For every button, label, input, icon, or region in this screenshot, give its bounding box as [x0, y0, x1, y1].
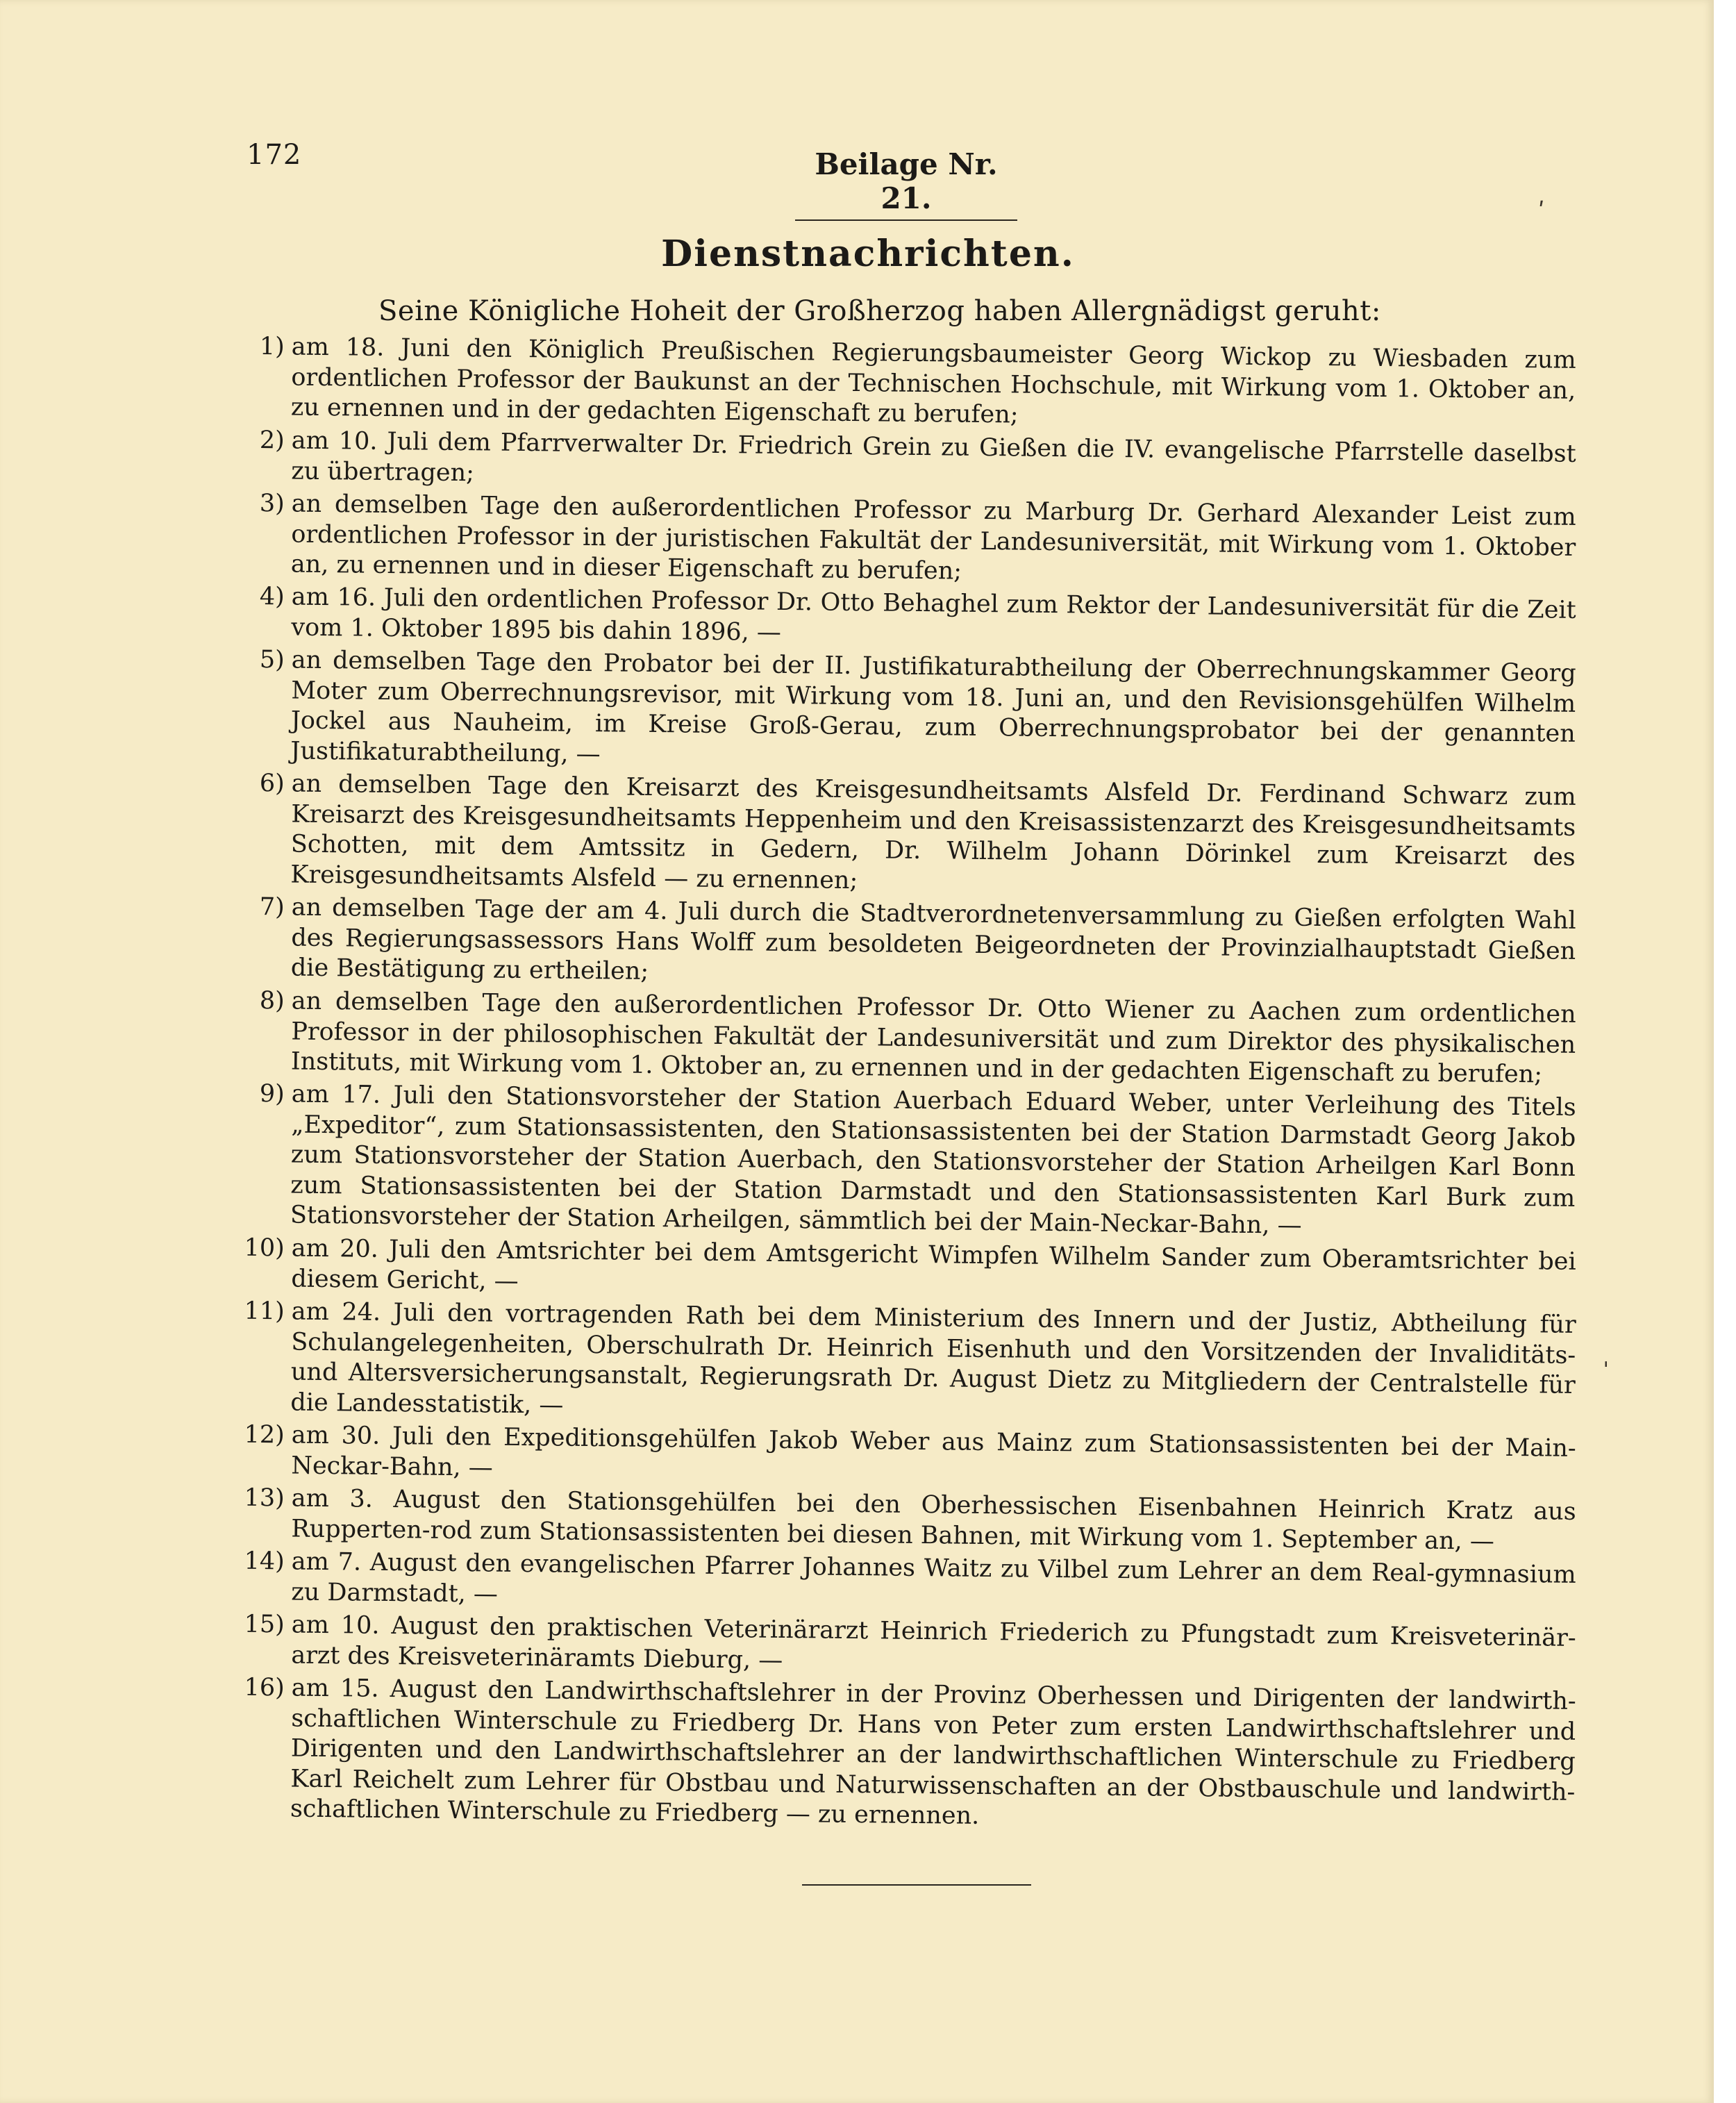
entry-text: an demselben Tage den Kreisarzt des Kreisgesundheitsamts Alsfeld Dr. Ferdinand Schwarz zum Kreisarzt des Kreisgesundheitsamts Heppenheim und den Kreisassistenzarzt des Kreisgesundheitsamts Schotten, mit dem Amtssitz in Gedern, Dr. Wilhelm Johann Dörinkel zum Kreisarzt des Kreisgesundheitsamts Alsfeld — zu ernennen; — [290, 770, 1576, 895]
intro-text: Seine Königliche Hoheit der Großherzog haben Allergnädigst geruht: — [378, 295, 1381, 327]
entry-number: 10) — [244, 1233, 285, 1262]
list-item — [256, 489, 1576, 593]
list-item — [244, 1547, 1576, 1621]
list-item — [256, 986, 1576, 1090]
page-number: 172 — [247, 139, 302, 171]
entry-text: am 10. Juli dem Pfarrverwalter Dr. Friedrich Grein zu Gießen die IV. evangelische Pfarrstelle daselbst zu übertragen; — [291, 426, 1576, 487]
page-title: Dienstnachrichten. — [661, 233, 1075, 275]
entry-number: 7) — [259, 893, 285, 922]
margin-mark-icon: ˈ — [1603, 1358, 1610, 1386]
entry-text: an demselben Tage den außerordentlichen Professor Dr. Otto Wiener zu Aachen zum ordentlichen Professor in der philosophischen Fakultät der Landesuniversität und zum Direktor des physikalischen Instituts, mit Wirkung vom 1. Oktober an, zu ernennen und in der gedachten Eigenschaft zu berufen; — [290, 987, 1576, 1088]
list-item — [256, 645, 1576, 780]
entry-text: am 16. Juli den ordentlichen Professor Dr. Otto Behaghel zum Rektor der Landesuniversität für die Zeit vom 1. Oktober 1895 bis dahin 1896, — — [291, 583, 1576, 647]
entry-text: am 10. August den praktischen Veterinärarzt Heinrich Friederich zu Pfungstadt zum Kreisveterinär-arzt des Kreisveterinäramts Dieburg, — — [291, 1611, 1576, 1674]
entry-text: an demselben Tage den Probator bei der II. Justifikaturabtheilung der Oberrechnungskammer Georg Moter zum Oberrechnungsrevisor, mit Wirkung vom 18. Juni an, und den Revisionsgehülfen Wilhelm Jockel aus Nauheim, im Kreise Groß-Gerau, zum Oberrechnungsprobator bei der genannten Justifikaturabtheilung, — — [290, 646, 1576, 768]
list-item — [244, 1483, 1576, 1558]
entry-text: am 3. August den Stationsgehülfen bei den Oberhessischen Eisenbahnen Heinrich Kratz aus Rupperten-rod zum Stationsassistenten bei diesen Bahnen, mit Wirkung vom 1. September an, — — [291, 1484, 1576, 1555]
entry-text: am 7. August den evangelischen Pfarrer Johannes Waitz zu Vilbel zum Lehrer an dem Real-gymnasium zu Darmstadt, — — [291, 1547, 1576, 1608]
list-item — [256, 1079, 1576, 1244]
entry-number: 11) — [244, 1297, 285, 1325]
list-item — [244, 1610, 1576, 1684]
entry-number: 8) — [259, 986, 285, 1015]
entry-number: 6) — [259, 770, 285, 798]
list-item — [256, 892, 1576, 997]
list-item — [256, 332, 1576, 436]
entry-text: am 17. Juli den Stationsvorsteher der Station Auerbach Eduard Weber, unter Verleihung des Titels „Expeditor“, zum Stationsassistenten, den Stationsassistenten bei der Station Darmstadt Georg Jakob zum Stationsvorsteher der Station Auerbach, den Stationsvorsteher der Station Arheilgen Karl Bonn zum Stationsassistenten bei der Station Darmstadt und den Stationsassistenten Karl Burk zum Stationsvorsteher der Station Arheilgen, sämmtlich bei der Main-Neckar-Bahn, — — [290, 1080, 1576, 1240]
entry-text: an demselben Tage den außerordentlichen Professor zu Marburg Dr. Gerhard Alexander Leist zum ordentlichen Professor in der juristischen Fakultät der Landesuniversität, mit Wirkung vom 1. Oktober an, zu ernennen und in dieser Eigenschaft zu berufen; — [290, 490, 1576, 585]
entry-number: 15) — [244, 1610, 285, 1638]
entry-number: 12) — [244, 1420, 285, 1449]
list-item — [256, 769, 1576, 904]
list-item — [256, 426, 1576, 500]
entry-number: 9) — [259, 1080, 285, 1108]
entry-number: 1) — [259, 333, 285, 361]
list-item — [244, 1420, 1576, 1495]
entry-text: am 24. Juli den vortragenden Rath bei dem Ministerium des Innern und der Justiz, Abtheilung für Schulangelegenheiten, Oberschulrath Dr. Heinrich Eisenhuth und den Vorsitzenden der Invaliditäts- und Altersversicherungsanstalt, Regierungsrath Dr. August Dietz zu Mitgliedern der Centralstelle für die Landesstatistik, — — [290, 1297, 1576, 1419]
entry-text: am 15. August den Landwirthschaftslehrer in der Provinz Oberhessen und Dirigenten der landwirth-schaftlichen Winterschule zu Friedberg Dr. Hans von Peter zum ersten Landwirthschaftslehrer und Dirigenten und den Landwirthschaftslehrer an der landwirthschaftlichen Winterschule zu Friedberg Karl Reichelt zum Lehrer für Obstbau und Naturwissenschaften an der Obstbauschule und landwirth-schaftlichen Winterschule zu Friedberg — zu ernennen. — [290, 1674, 1576, 1830]
entry-number: 13) — [244, 1483, 285, 1512]
entry-list — [244, 332, 1576, 1830]
entry-number: 4) — [259, 583, 285, 611]
entry-number: 2) — [259, 426, 285, 454]
entry-text: am 20. Juli den Amtsrichter bei dem Amtsgericht Wimpfen Wilhelm Sander zum Oberamtsrichter bei diesem Gericht, — — [291, 1234, 1576, 1295]
margin-mark-icon: ʹ — [1538, 198, 1545, 226]
closing-rule — [802, 1884, 1031, 1886]
entry-number: 14) — [244, 1547, 285, 1575]
entry-number: 5) — [259, 646, 285, 674]
entry-text: am 30. Juli den Expeditionsgehülfen Jakob Weber aus Mainz zum Stationsassistenten bei der Main-Neckar-Bahn, — — [291, 1421, 1576, 1481]
list-item — [256, 582, 1576, 656]
scan-edge — [1714, 0, 1736, 2103]
list-item — [244, 1297, 1576, 1431]
entry-text: am 18. Juni den Königlich Preußischen Regierungsbaumeister Georg Wickop zu Wiesbaden zum ordentlichen Professor der Baukunst an der Technischen Hochschule, mit Wirkung vom 1. Oktober an, zu ernennen und in der gedachten Eigenschaft zu berufen; — [290, 333, 1576, 429]
entry-number: 16) — [244, 1673, 285, 1702]
supplement-heading: Beilage Nr. 21. — [795, 147, 1017, 221]
list-item — [244, 1233, 1576, 1308]
list-item — [244, 1673, 1576, 1838]
entry-text: an demselben Tage der am 4. Juli durch die Stadtverordnetenversammlung zu Gießen erfolgten Wahl des Regierungsassessors Hans Wolff zum besoldeten Beigeordneten der Provinzialhauptstadt Gießen die Bestätigung zu ertheilen; — [290, 893, 1576, 986]
entry-number: 3) — [259, 489, 285, 517]
